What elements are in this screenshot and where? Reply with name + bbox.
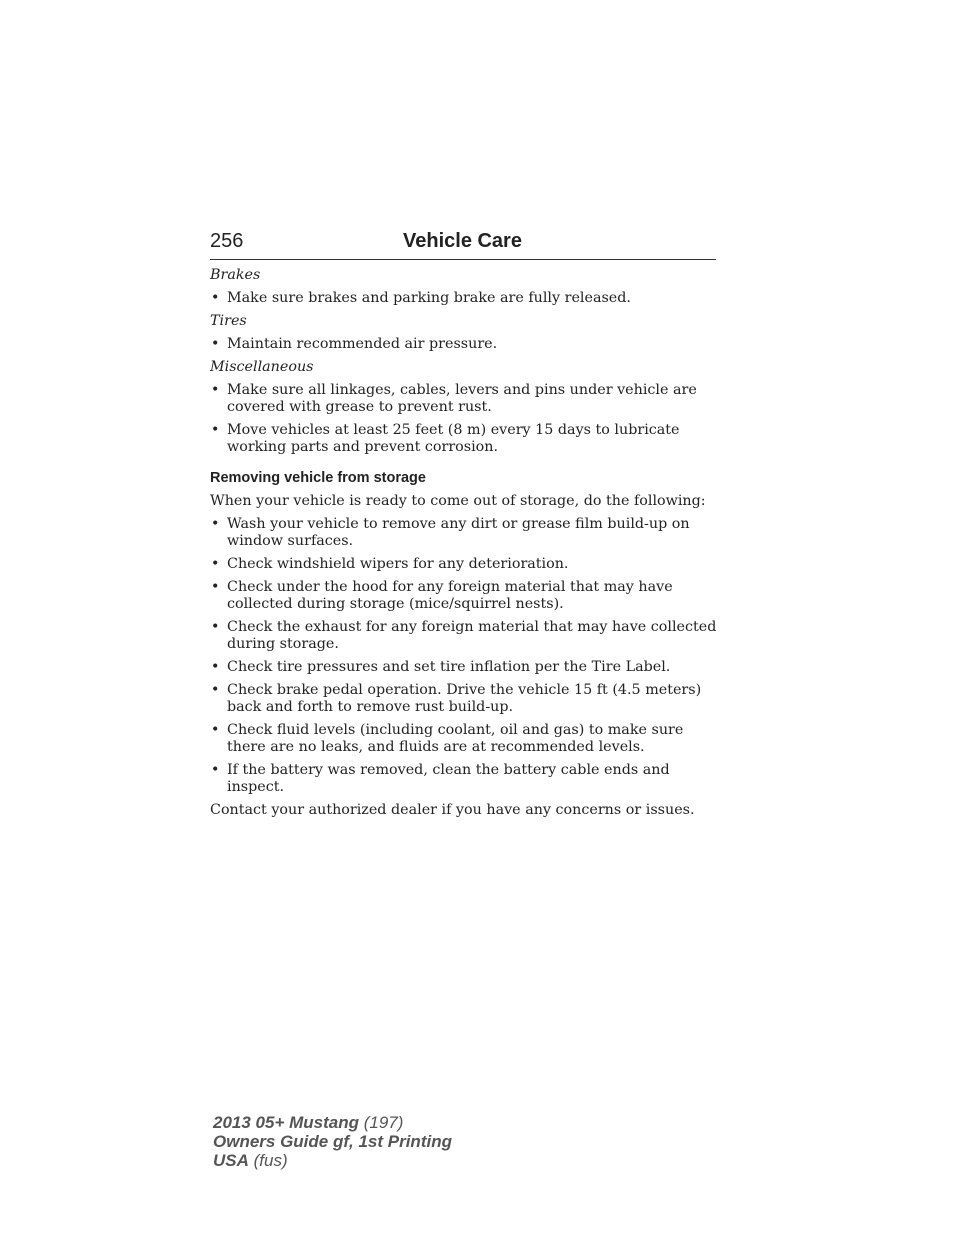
footer-line-2 <box>213 1132 452 1151</box>
tires-subheading: Tires <box>210 313 247 329</box>
removing-storage-intro: When your vehicle is ready to come out of storage, do the following: <box>210 493 706 509</box>
footer-line-1 <box>213 1113 452 1132</box>
footer-market-code: (fus) <box>253 1151 288 1170</box>
list-item: • Make sure brakes and parking brake are fully released. <box>210 290 720 307</box>
list-item: • Check under the hood for any foreign material that may have collected during storage (mice/squirrel nests). <box>210 579 720 613</box>
footer-line-3 <box>213 1151 452 1170</box>
list-item: • Wash your vehicle to remove any dirt or grease film build-up on window surfaces. <box>210 516 720 550</box>
footer-model-code: (197) <box>363 1113 404 1132</box>
miscellaneous-list <box>210 382 720 456</box>
brakes-subheading: Brakes <box>210 267 261 283</box>
list-item: • Check tire pressures and set tire inflation per the Tire Label. <box>210 659 720 676</box>
list-item: • If the battery was removed, clean the battery cable ends and inspect. <box>210 762 720 796</box>
list-item: • Check windshield wipers for any deterioration. <box>210 556 720 573</box>
removing-storage-heading: Removing vehicle from storage <box>210 470 426 486</box>
footer-market: USA <box>213 1151 249 1170</box>
list-item: • Check fluid levels (including coolant, oil and gas) to make sure there are no leaks, and fluids are at recommended levels. <box>210 722 720 756</box>
list-item: • Maintain recommended air pressure. <box>210 336 720 353</box>
footer-guide: Owners Guide gf, 1st Printing <box>213 1132 452 1151</box>
list-item: • Check brake pedal operation. Drive the vehicle 15 ft (4.5 meters) back and forth to remove rust build-up. <box>210 682 720 716</box>
section-title: Vehicle Care <box>403 230 522 252</box>
closing-text: Contact your authorized dealer if you have any concerns or issues. <box>210 802 695 818</box>
page-number: 256 <box>210 230 244 252</box>
list-item: • Move vehicles at least 25 feet (8 m) every 15 days to lubricate working parts and prevent corrosion. <box>210 422 720 456</box>
brakes-list <box>210 290 720 307</box>
tires-list <box>210 336 720 353</box>
page-header <box>210 229 716 260</box>
print-footer <box>213 1113 452 1170</box>
miscellaneous-subheading: Miscellaneous <box>210 359 314 375</box>
removing-storage-list <box>210 516 720 796</box>
page-body <box>210 267 720 825</box>
list-item: • Check the exhaust for any foreign material that may have collected during storage. <box>210 619 720 653</box>
footer-model: 2013 05+ Mustang <box>213 1113 359 1132</box>
list-item: • Make sure all linkages, cables, levers and pins under vehicle are covered with grease to prevent rust. <box>210 382 720 416</box>
